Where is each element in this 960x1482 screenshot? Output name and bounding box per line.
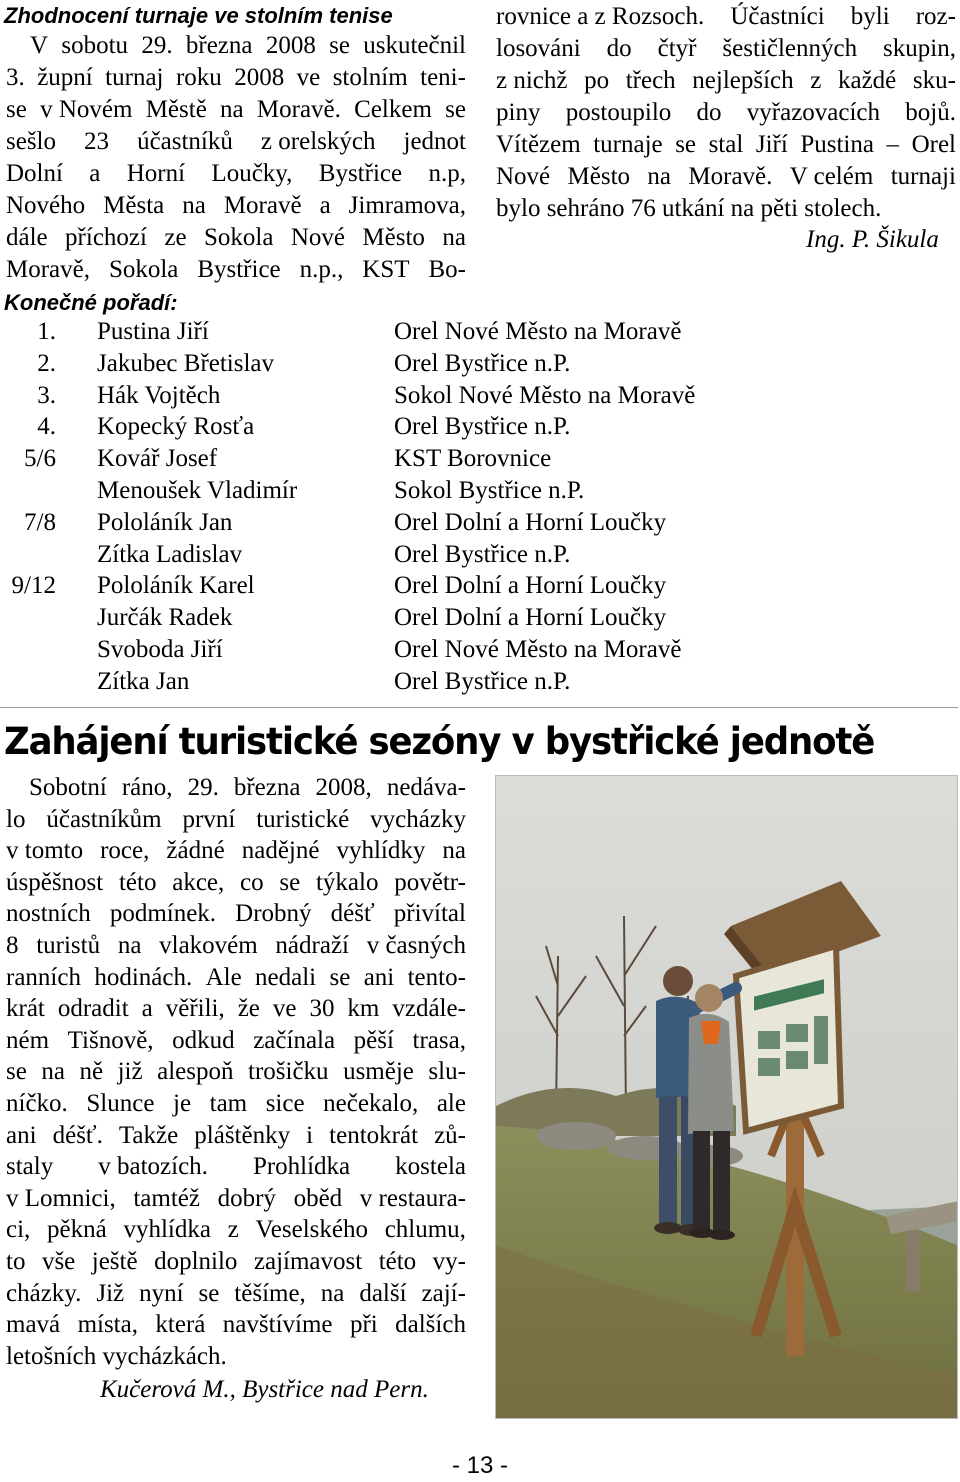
- word: Ale: [205, 963, 242, 991]
- word: mavá: [6, 1311, 61, 1339]
- word: pěší: [353, 1026, 394, 1054]
- word: vyhlídka: [123, 1216, 211, 1244]
- word: se: [6, 96, 27, 123]
- word: se: [675, 131, 697, 158]
- word: Celkem: [354, 96, 432, 123]
- word: Sokola: [203, 224, 274, 251]
- result-rank: 2.: [37, 349, 56, 377]
- word: KST: [362, 256, 410, 283]
- word: Účastníci: [730, 3, 825, 30]
- word: Loučky,: [211, 160, 293, 187]
- word: odradit: [57, 995, 129, 1023]
- word: a: [319, 192, 331, 219]
- article1-author: Ing. P. Šikula: [806, 226, 939, 253]
- word: při: [349, 1311, 378, 1339]
- text-line: [6, 1278, 466, 1310]
- word: Orel: [911, 131, 956, 158]
- text-line: [496, 129, 956, 161]
- word: že: [237, 995, 260, 1023]
- word: lo: [6, 805, 26, 833]
- text-line: [6, 1056, 466, 1088]
- text-line: [6, 126, 466, 158]
- word: a: [89, 160, 101, 187]
- word: je: [173, 1090, 192, 1117]
- word: n.p.,: [299, 256, 344, 283]
- word: vy-: [432, 1248, 466, 1275]
- word: sku-: [912, 67, 956, 94]
- word: Nového: [6, 192, 86, 219]
- text-line: [496, 65, 956, 97]
- word: bojů.: [905, 99, 956, 126]
- word: v restaura-: [359, 1184, 466, 1212]
- text-line: [6, 993, 466, 1025]
- text-line: [6, 1025, 466, 1057]
- word: postoupilo: [565, 99, 672, 126]
- word: sešlo: [6, 128, 56, 155]
- word: odkud: [172, 1026, 235, 1054]
- word: losováni: [496, 35, 581, 62]
- result-club: Orel Nové Město na Moravě: [394, 636, 682, 663]
- result-name: Pololáník Jan: [97, 508, 233, 536]
- word: roce,: [100, 837, 150, 865]
- result-club: KST Borovnice: [394, 445, 552, 473]
- word: Bystřice: [197, 256, 281, 283]
- text-line: [6, 158, 466, 190]
- word: Drobný: [235, 900, 312, 928]
- word: nedali: [255, 963, 317, 991]
- article1-title: Zhodnocení turnaje ve stolním tenise: [4, 3, 393, 28]
- word: krát: [6, 995, 45, 1023]
- text-line: [6, 222, 466, 254]
- word: Bystřice: [318, 160, 403, 187]
- result-rank: 5/6: [24, 445, 56, 473]
- section-divider: [0, 707, 958, 708]
- word: ci,: [6, 1216, 31, 1244]
- word: teni-: [420, 64, 466, 91]
- word: tento-: [407, 963, 466, 991]
- word: Bo-: [428, 256, 466, 283]
- result-name: Zítka Ladislav: [97, 540, 243, 568]
- word: tentokrát: [329, 1121, 419, 1149]
- word: co: [240, 868, 264, 896]
- word: přivítal: [393, 900, 466, 928]
- word: ně: [79, 1058, 104, 1086]
- word: z: [810, 67, 822, 94]
- result-name: Hák Vojtěch: [97, 381, 221, 409]
- word: vše: [41, 1248, 76, 1275]
- result-name: Jurčák Radek: [97, 604, 233, 632]
- text-line: [6, 1183, 466, 1215]
- word: cházky.: [6, 1279, 82, 1307]
- word: března: [185, 32, 253, 59]
- word: v tomto: [6, 837, 84, 865]
- word: čtyř: [657, 35, 697, 62]
- word: povětr-: [394, 868, 466, 896]
- article2-title: Zahájení turistické sezóny v bystřické jednotě: [4, 720, 875, 763]
- word: 8: [6, 932, 19, 959]
- word: první: [182, 805, 236, 833]
- word: dobrý: [217, 1184, 276, 1212]
- word: Sobotní: [29, 774, 107, 801]
- word: Vítězem: [496, 131, 581, 158]
- text-line: [496, 33, 956, 65]
- word: oběd: [293, 1184, 343, 1212]
- word: roku: [175, 64, 222, 91]
- word: V celém: [789, 163, 874, 190]
- word: –: [886, 131, 900, 158]
- page-number: - 13 -: [451, 1452, 508, 1479]
- word: na: [320, 1279, 345, 1307]
- word: v batozích.: [98, 1153, 208, 1181]
- word: sobotu: [61, 32, 129, 59]
- word: se: [198, 1279, 220, 1307]
- word: stal: [708, 131, 744, 158]
- word: 29.: [187, 774, 219, 801]
- text-line: [6, 1088, 466, 1120]
- word: nejlepších: [692, 67, 794, 94]
- word: hodinách.: [94, 963, 193, 991]
- text-line: [6, 1151, 466, 1183]
- word: akce,: [172, 868, 225, 896]
- text-line: [496, 193, 956, 225]
- word: žádné: [166, 837, 225, 865]
- word: staly: [6, 1153, 54, 1181]
- word: župní: [37, 64, 93, 91]
- text-line: [6, 254, 466, 286]
- word: nádraží: [275, 932, 349, 959]
- word: do: [606, 35, 632, 62]
- text-line: [29, 772, 466, 804]
- word: na: [442, 224, 466, 251]
- word: 3.: [6, 64, 25, 91]
- text-line: [6, 1341, 466, 1373]
- word: turistů: [36, 932, 101, 959]
- word: Horní: [126, 160, 186, 187]
- result-rank: 1.: [37, 318, 56, 345]
- result-name: Menoušek Vladimír: [97, 477, 298, 504]
- word: Městě: [145, 96, 207, 123]
- result-name: Kovář Josef: [97, 445, 218, 473]
- word: piny: [496, 99, 541, 126]
- word: Nové: [496, 163, 551, 190]
- word: nostních: [6, 900, 91, 928]
- word: 29.: [141, 32, 173, 59]
- word: navštívíme: [222, 1311, 333, 1339]
- word: této: [378, 1248, 417, 1275]
- word: příchozí: [65, 224, 147, 251]
- result-name: Pustina Jiří: [97, 318, 209, 345]
- word: i: [306, 1121, 314, 1149]
- word: turistické: [256, 805, 350, 833]
- word: Jiří: [755, 131, 788, 158]
- result-name: Jakubec Břetislav: [97, 349, 275, 377]
- article2-author: Kučerová M., Bystřice nad Pern.: [100, 1376, 429, 1403]
- word: Město: [567, 163, 631, 190]
- word: zajímavost: [253, 1248, 363, 1275]
- word: se: [329, 963, 351, 991]
- word: 2008: [234, 64, 285, 91]
- word: třech: [625, 67, 676, 94]
- word: na: [647, 163, 672, 190]
- word: usměje: [343, 1058, 414, 1086]
- word: Sokola: [108, 256, 179, 283]
- text-line: [496, 97, 956, 129]
- text-line: [6, 1214, 466, 1246]
- word: pěkná: [47, 1216, 107, 1244]
- result-club: Orel Bystřice n.P.: [394, 349, 571, 377]
- word: ranních: [6, 963, 81, 991]
- word: na: [442, 837, 466, 865]
- word: vycházky: [370, 805, 466, 833]
- word: těšíme,: [234, 1279, 306, 1307]
- text-line: [6, 190, 466, 222]
- results-heading: Konečné pořadí:: [4, 290, 178, 315]
- result-club: Orel Bystřice n.P.: [394, 540, 571, 568]
- text-line: [6, 962, 466, 994]
- word: jednot: [403, 128, 466, 155]
- word: slu-: [428, 1058, 466, 1086]
- word: Veselského: [255, 1216, 368, 1244]
- word: byli: [850, 3, 890, 30]
- word: roz-: [915, 3, 956, 30]
- word: stolním: [332, 64, 408, 91]
- word: rovnice a z Rozsoch.: [496, 3, 705, 30]
- word: z nichž: [496, 67, 568, 94]
- word: vzdále-: [392, 995, 466, 1023]
- word: března: [233, 774, 301, 801]
- word: letošních vycházkách.: [6, 1342, 227, 1370]
- result-name: Kopecký Rosťa: [97, 413, 255, 441]
- word: Pustina: [800, 131, 874, 158]
- text-line: [496, 161, 956, 193]
- word: níčko.: [6, 1090, 68, 1117]
- word: již: [117, 1058, 143, 1086]
- word: kostela: [395, 1153, 466, 1181]
- word: Moravě: [223, 192, 302, 219]
- word: šestičlenných: [722, 35, 858, 62]
- word: chlumu,: [384, 1216, 466, 1244]
- word: která: [155, 1311, 206, 1339]
- word: sice: [265, 1090, 305, 1117]
- text-line: [6, 804, 466, 836]
- result-name: Svoboda Jiří: [97, 636, 223, 663]
- word: turnaj: [105, 64, 164, 91]
- word: zají-: [421, 1279, 466, 1307]
- result-club: Orel Nové Město na Moravě: [394, 318, 682, 345]
- word: na: [41, 1058, 65, 1086]
- word: Prohlídka: [252, 1153, 351, 1181]
- result-club: Orel Dolní a Horní Loučky: [394, 604, 667, 632]
- text-line: [6, 898, 466, 930]
- word: v Lomnici,: [6, 1184, 116, 1212]
- word: týkalo: [315, 868, 379, 896]
- result-rank: 4.: [37, 413, 56, 441]
- word: déšť.: [52, 1121, 103, 1149]
- word: déšť: [330, 900, 375, 928]
- word: v Novém: [40, 96, 133, 123]
- text-line: [6, 1246, 466, 1278]
- word: Města: [103, 192, 165, 219]
- word: 2008,: [315, 774, 372, 801]
- word: turnaji: [890, 163, 956, 190]
- result-rank: 9/12: [11, 572, 56, 600]
- word: Tišnově,: [67, 1026, 154, 1054]
- word: na: [182, 192, 206, 219]
- result-name: Pololáník Karel: [97, 572, 255, 600]
- result-club: Sokol Bystřice n.P.: [394, 477, 585, 504]
- word: nyní: [139, 1279, 184, 1307]
- word: se: [279, 868, 301, 896]
- word: Město: [362, 224, 425, 251]
- word: ve: [272, 995, 297, 1023]
- word: to: [6, 1248, 26, 1275]
- word: Moravě.: [256, 96, 341, 123]
- word: alespoň: [157, 1058, 234, 1086]
- word: věřili,: [165, 995, 225, 1023]
- word: Dolní: [6, 160, 63, 187]
- text-line: [30, 30, 466, 62]
- word: ném: [6, 1026, 50, 1054]
- word: z: [227, 1216, 239, 1244]
- word: z orelských: [260, 128, 376, 155]
- result-club: Orel Bystřice n.P.: [394, 413, 571, 441]
- word: podmínek.: [109, 900, 217, 928]
- result-rank: 7/8: [24, 508, 56, 536]
- text-line: [6, 62, 466, 94]
- word: této: [118, 868, 157, 896]
- word: nečekalo,: [323, 1090, 419, 1117]
- word: km: [347, 995, 380, 1023]
- text-line: [6, 1120, 466, 1152]
- word: se: [6, 1058, 27, 1086]
- word: každé: [837, 67, 897, 94]
- word: Jimramova,: [348, 192, 466, 219]
- word: vlakovém: [159, 932, 258, 959]
- word: uskutečnil: [363, 32, 466, 59]
- text-line: [6, 867, 466, 899]
- result-club: Sokol Nové Město na Moravě: [394, 381, 696, 409]
- word: tam: [209, 1090, 248, 1117]
- word: Moravě,: [6, 256, 90, 283]
- result-club: Orel Dolní a Horní Loučky: [394, 508, 667, 536]
- result-club: Orel Dolní a Horní Loučky: [394, 572, 667, 600]
- word: 2008: [265, 32, 316, 59]
- text-line: [6, 835, 466, 867]
- word: n.p,: [428, 160, 466, 187]
- word: ani: [6, 1121, 37, 1149]
- word: Slunce: [86, 1090, 155, 1117]
- text-line: [6, 930, 466, 962]
- word: Takže: [118, 1121, 179, 1149]
- result-rank: 3.: [37, 381, 56, 409]
- word: 23: [84, 128, 110, 155]
- word: vyřazovacích: [746, 99, 881, 126]
- word: po: [584, 67, 610, 94]
- word: tamtéž: [133, 1184, 200, 1212]
- word: začínala: [253, 1026, 336, 1054]
- word: ani: [363, 963, 395, 991]
- word: nadějné: [241, 837, 320, 865]
- text-line: [6, 94, 466, 126]
- word: bylo sehráno 76 utkání na pěti stolech.: [496, 195, 882, 222]
- word: do: [696, 99, 722, 126]
- word: dalších: [395, 1311, 466, 1339]
- word: místa,: [77, 1311, 138, 1339]
- word: účastníkům: [46, 805, 162, 833]
- word: pláštěnky: [194, 1121, 291, 1149]
- word: skupin,: [883, 35, 956, 62]
- result-name: Zítka Jan: [97, 667, 190, 695]
- word: a: [141, 995, 153, 1023]
- word: Nové: [290, 224, 345, 251]
- result-club: Orel Bystřice n.P.: [394, 667, 571, 695]
- word: úspěšnost: [6, 868, 104, 896]
- word: ze: [164, 224, 187, 251]
- word: trošičku: [248, 1058, 329, 1086]
- word: 30: [309, 995, 335, 1023]
- word: nedáva-: [386, 774, 466, 801]
- word: účastníků: [137, 128, 233, 155]
- word: ráno,: [121, 774, 173, 801]
- word: na: [220, 96, 244, 123]
- word: zů-: [434, 1121, 466, 1149]
- word: další: [359, 1279, 407, 1307]
- word: Moravě.: [688, 163, 773, 190]
- hiking-photo: [495, 775, 958, 1419]
- word: se: [445, 96, 466, 123]
- word: vyhlídky: [336, 837, 426, 865]
- word: Již: [96, 1279, 125, 1307]
- word: dále: [6, 224, 48, 251]
- word: trasa,: [412, 1026, 466, 1054]
- text-line: [6, 1309, 466, 1341]
- word: ale: [436, 1090, 466, 1117]
- word: v časných: [366, 932, 466, 959]
- word: se: [329, 32, 350, 59]
- word: V: [30, 32, 49, 59]
- word: doplnilo: [154, 1248, 238, 1275]
- text-line: [496, 1, 956, 33]
- word: na: [117, 932, 142, 959]
- word: turnaje: [593, 131, 663, 158]
- word: ve: [296, 64, 321, 91]
- word: ještě: [91, 1248, 138, 1275]
